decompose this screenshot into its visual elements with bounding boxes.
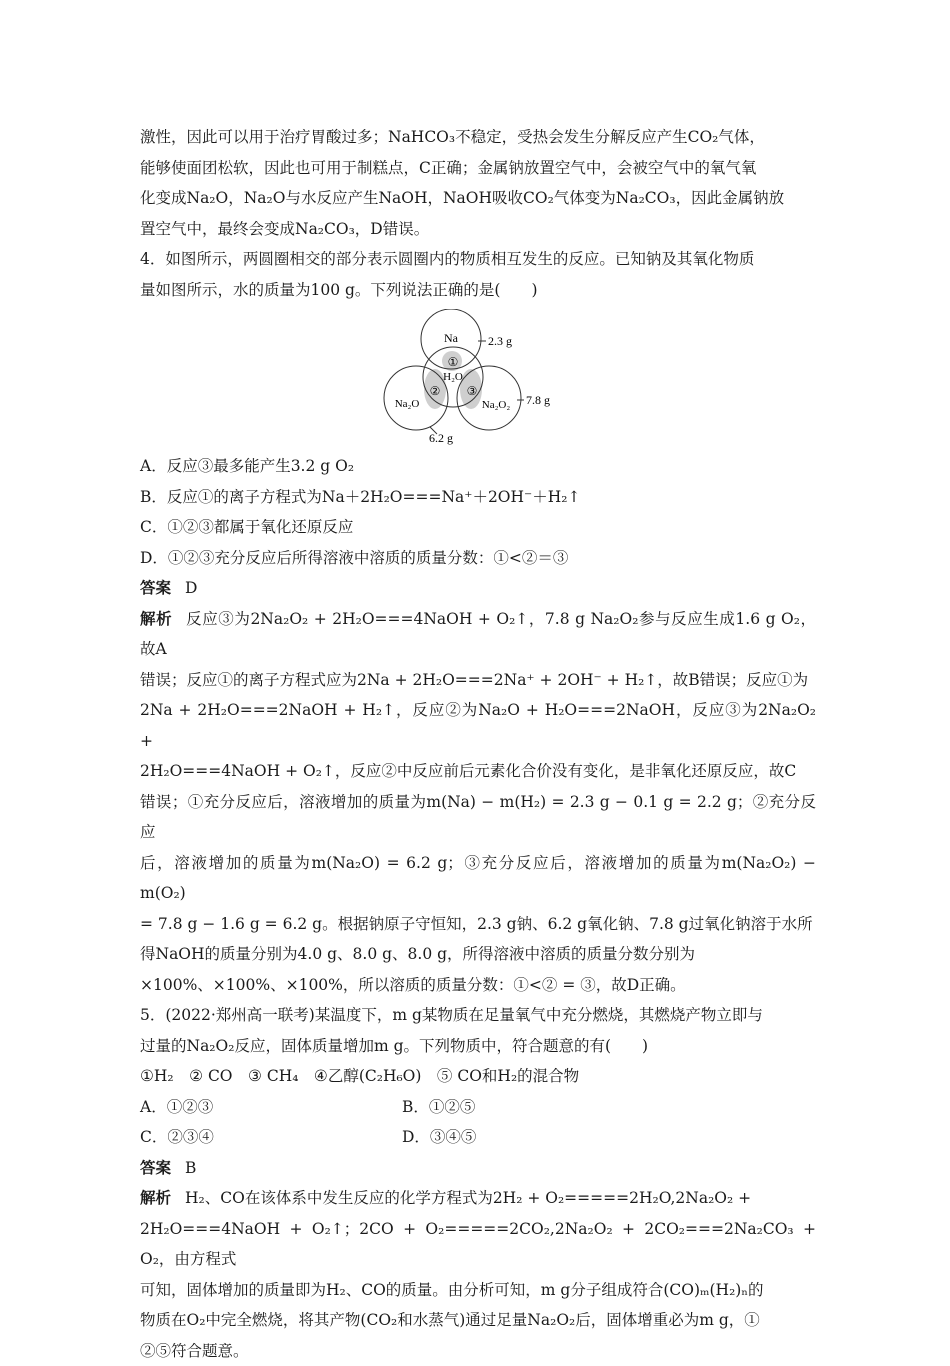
question-4 (140, 244, 816, 1000)
analysis-line: 2H₂O===4NaOH + O₂↑；2CO + O₂=====2CO₂,2Na₂O₂ + 2CO₂===2Na₂CO₃ + O₂，由方程式 (140, 1214, 816, 1275)
reaction-3: ③ (467, 384, 478, 398)
analysis-line: 2Na + 2H₂O===2NaOH + H₂↑，反应②为Na₂O + H₂O===2NaOH，反应③为2Na₂O₂ + (140, 695, 816, 756)
label-na2o2: Na₂O₂ (482, 399, 511, 411)
analysis-line: 2H₂O===4NaOH + O₂↑，反应②中反应前后元素化合价没有变化，是非氧化还原反应，故C (140, 756, 816, 787)
answer-label: 答案 (140, 1159, 171, 1177)
analysis-line: 后，溶液增加的质量为m(Na₂O) = 6.2 g；③充分反应后，溶液增加的质量为m(Na₂O₂) − m(O₂) (140, 848, 816, 909)
analysis-line: ×100%、×100%、×100%，所以溶质的质量分数：①<② = ③，故D正确。 (140, 970, 816, 1001)
analysis-line: 物质在O₂中完全燃烧，将其产物(CO₂和水蒸气)通过足量Na₂O₂后，固体增重必为m g，① (140, 1305, 816, 1336)
label-na2o: Na₂O (395, 398, 420, 410)
text-line: 能够使面团松软，因此也可用于制糕点，C正确；金属钠放置空气中，会被空气中的氧气氧 (140, 153, 816, 184)
analysis-line (140, 604, 816, 665)
item-list: ①H₂ ② CO ③ CH₄ ④乙醇(C₂H₆O) ⑤ CO和H₂的混合物 (140, 1061, 816, 1092)
text-line: 化变成Na₂O，Na₂O与水反应产生NaOH，NaOH吸收CO₂气体变为Na₂CO₃，因此金属钠放 (140, 183, 816, 214)
option-b: B．①②⑤ (402, 1092, 664, 1123)
answer-label: 答案 (140, 579, 171, 597)
options-row (140, 1092, 816, 1123)
analysis-line: = 7.8 g − 1.6 g = 6.2 g。根据钠原子守恒知，2.3 g钠、6.2 g氧化钠、7.8 g过氧化钠溶于水所 (140, 909, 816, 940)
option-c: C．①②③都属于氧化还原反应 (140, 512, 816, 543)
question-stem: 5．(2022·郑州高一联考)某温度下，m g某物质在足量氧气中充分燃烧，其燃烧产物立即与 (140, 1000, 816, 1031)
question-stem: 4．如图所示，两圆圈相交的部分表示圆圈内的物质相互发生的反应。已知钠及其氧化物质 (140, 244, 816, 275)
option-b: B．反应①的离子方程式为Na＋2H₂O===Na⁺＋2OH⁻＋H₂↑ (140, 482, 816, 513)
reaction-2: ② (430, 384, 441, 398)
analysis-text: H₂、CO在该体系中发生反应的化学方程式为2H₂ + O₂=====2H₂O,2Na₂O₂ + (185, 1189, 751, 1207)
analysis-line: ②⑤符合题意。 (140, 1336, 816, 1366)
option-a: A．反应③最多能产生3.2 g O₂ (140, 451, 816, 482)
analysis-line: 可知，固体增加的质量即为H₂、CO的质量。由分析可知，m g分子组成符合(CO)ₘ(H₂)ₙ的 (140, 1275, 816, 1306)
question-stem: 过量的Na₂O₂反应，固体质量增加m g。下列物质中，符合题意的有( ) (140, 1031, 816, 1062)
answer-value: B (185, 1159, 196, 1177)
intro-paragraph (140, 122, 816, 244)
analysis-line: 得NaOH的质量分别为4.0 g、8.0 g、8.0 g，所得溶液中溶质的质量分数分别为 (140, 939, 816, 970)
venn-figure (140, 309, 816, 445)
question-5 (140, 1000, 816, 1366)
options-row (140, 1122, 816, 1153)
document-page (140, 122, 816, 1366)
analysis-text: 反应③为2Na₂O₂ + 2H₂O===4NaOH + O₂↑，7.8 g Na₂O₂参与反应生成1.6 g O₂，故A (140, 610, 816, 659)
option-c: C．②③④ (140, 1122, 402, 1153)
venn-diagram (383, 309, 573, 445)
mass-na: 2.3 g (488, 334, 512, 348)
option-a: A．①②③ (140, 1092, 402, 1123)
answer-value: D (185, 579, 197, 597)
analysis-label: 解析 (140, 1189, 171, 1207)
reaction-1: ① (448, 355, 459, 369)
analysis-line (140, 1183, 816, 1214)
analysis-line: 错误；①充分反应后，溶液增加的质量为m(Na) − m(H₂) = 2.3 g − 0.1 g = 2.2 g；②充分反应 (140, 787, 816, 848)
mass-na2o: 6.2 g (429, 431, 453, 445)
option-d: D．③④⑤ (402, 1122, 664, 1153)
label-na: Na (444, 331, 459, 345)
mass-na2o2: 7.8 g (526, 393, 550, 407)
analysis-line: 错误；反应①的离子方程式应为2Na + 2H₂O===2Na⁺ + 2OH⁻ + H₂↑，故B错误；反应①为 (140, 665, 816, 696)
label-h2o: H₂O (443, 371, 463, 383)
question-stem: 量如图所示，水的质量为100 g。下列说法正确的是( ) (140, 275, 816, 306)
text-line: 置空气中，最终会变成Na₂CO₃，D错误。 (140, 214, 816, 245)
text-line: 激性，因此可以用于治疗胃酸过多；NaHCO₃不稳定，受热会发生分解反应产生CO₂气体， (140, 122, 816, 153)
analysis-label: 解析 (140, 610, 172, 628)
answer-line (140, 573, 816, 604)
option-d: D．①②③充分反应后所得溶液中溶质的质量分数：①<②＝③ (140, 543, 816, 574)
answer-line (140, 1153, 816, 1184)
